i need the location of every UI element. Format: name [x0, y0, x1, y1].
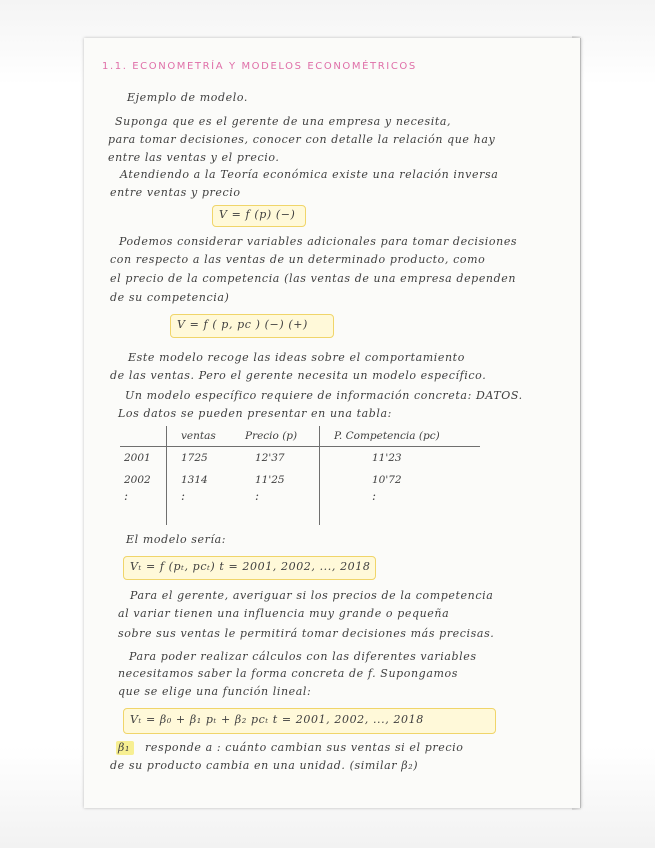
- equation-1: V = f (p) (−): [219, 208, 296, 221]
- table-cell: 2001: [124, 452, 151, 464]
- table-header-year: [120, 426, 167, 447]
- para6-line2: al variar tienen una influencia muy grande o pequeña: [118, 607, 450, 620]
- beta-symbol: β₁: [118, 741, 130, 754]
- para3-line1: Podemos considerar variables adicionales para tomar decisiones: [119, 235, 518, 248]
- table-cell: 12'37: [239, 447, 320, 470]
- table-header-ventas: ventas: [167, 426, 240, 447]
- table-cell: 11'23: [372, 452, 402, 464]
- equation-4: Vₜ = β₀ + β₁ pₜ + β₂ pcₜ t = 2001, 2002, ..., 2018: [130, 713, 424, 726]
- table-row: [120, 447, 480, 470]
- table-cell: 1314: [167, 469, 240, 491]
- para6-line1: Para el gerente, averiguar si los precios de la competencia: [130, 589, 494, 602]
- para2-line1: Atendiendo a la Teoría económica existe una relación inversa: [120, 168, 499, 181]
- para7-line1: Para poder realizar cálculos con las diferentes variables: [129, 650, 477, 663]
- para6-line3: sobre sus ventas le permitirá tomar decisiones más precisas.: [118, 627, 495, 640]
- equation-box-4: [123, 708, 496, 734]
- para1-line1: Suponga que es el gerente de una empresa y necesita,: [115, 115, 452, 128]
- data-table: [120, 426, 480, 525]
- section-heading: 1.1. ECONOMETRÍA Y MODELOS ECONOMÉTRICOS: [102, 61, 417, 72]
- ellipsis-mark: :: [181, 489, 186, 503]
- equation-box-3: [123, 556, 376, 580]
- equation-3: Vₜ = f (pₜ, pcₜ) t = 2001, 2002, ..., 2018: [130, 560, 371, 573]
- para3-line2: con respecto a las ventas de un determinado producto, como: [110, 253, 486, 266]
- para3-line4: de su competencia): [110, 291, 230, 304]
- ellipsis-mark: :: [255, 489, 260, 503]
- table-header-competencia: P. Competencia (pc): [320, 426, 481, 447]
- table-ellipsis-row: [120, 491, 480, 525]
- para4-line2: de las ventas. Pero el gerente necesita un modelo específico.: [110, 369, 487, 382]
- equation-2: V = f ( p, pc ) (−) (+): [177, 318, 308, 331]
- para5-line2: Los datos se pueden presentar en una tabla:: [118, 407, 392, 420]
- example-subheading: Ejemplo de modelo.: [127, 91, 248, 104]
- ellipsis-mark: :: [372, 489, 377, 503]
- table-header-row: [120, 426, 480, 447]
- para2-line2: entre ventas y precio: [110, 186, 241, 199]
- table-header-precio: Precio (p): [239, 426, 320, 447]
- table-cell: 2002: [124, 474, 151, 486]
- equation-box-1: [212, 205, 306, 227]
- model-label: El modelo sería:: [126, 533, 227, 546]
- equation-box-2: [170, 314, 334, 338]
- table-cell: 11'25: [239, 469, 320, 491]
- para7-line3: que se elige una función lineal:: [118, 685, 312, 698]
- para5-line1: Un modelo específico requiere de información concreta: DATOS.: [125, 389, 523, 402]
- table-row: [120, 469, 480, 491]
- para1-line3: entre las ventas y el precio.: [108, 151, 280, 164]
- ellipsis-mark: :: [124, 489, 129, 503]
- last-line1: responde a : cuánto cambian sus ventas si el precio: [145, 741, 464, 754]
- para7-line2: necesitamos saber la forma concreta de f. Supongamos: [118, 667, 458, 680]
- para1-line2: para tomar decisiones, conocer con detalle la relación que hay: [108, 133, 496, 146]
- last-line2: de su producto cambia en una unidad. (similar β₂): [110, 759, 419, 772]
- para4-line1: Este modelo recoge las ideas sobre el comportamiento: [128, 351, 465, 364]
- table-cell: 10'72: [372, 474, 402, 486]
- table-cell: 1725: [167, 447, 240, 470]
- para3-line3: el precio de la competencia (las ventas de una empresa dependen: [110, 272, 517, 285]
